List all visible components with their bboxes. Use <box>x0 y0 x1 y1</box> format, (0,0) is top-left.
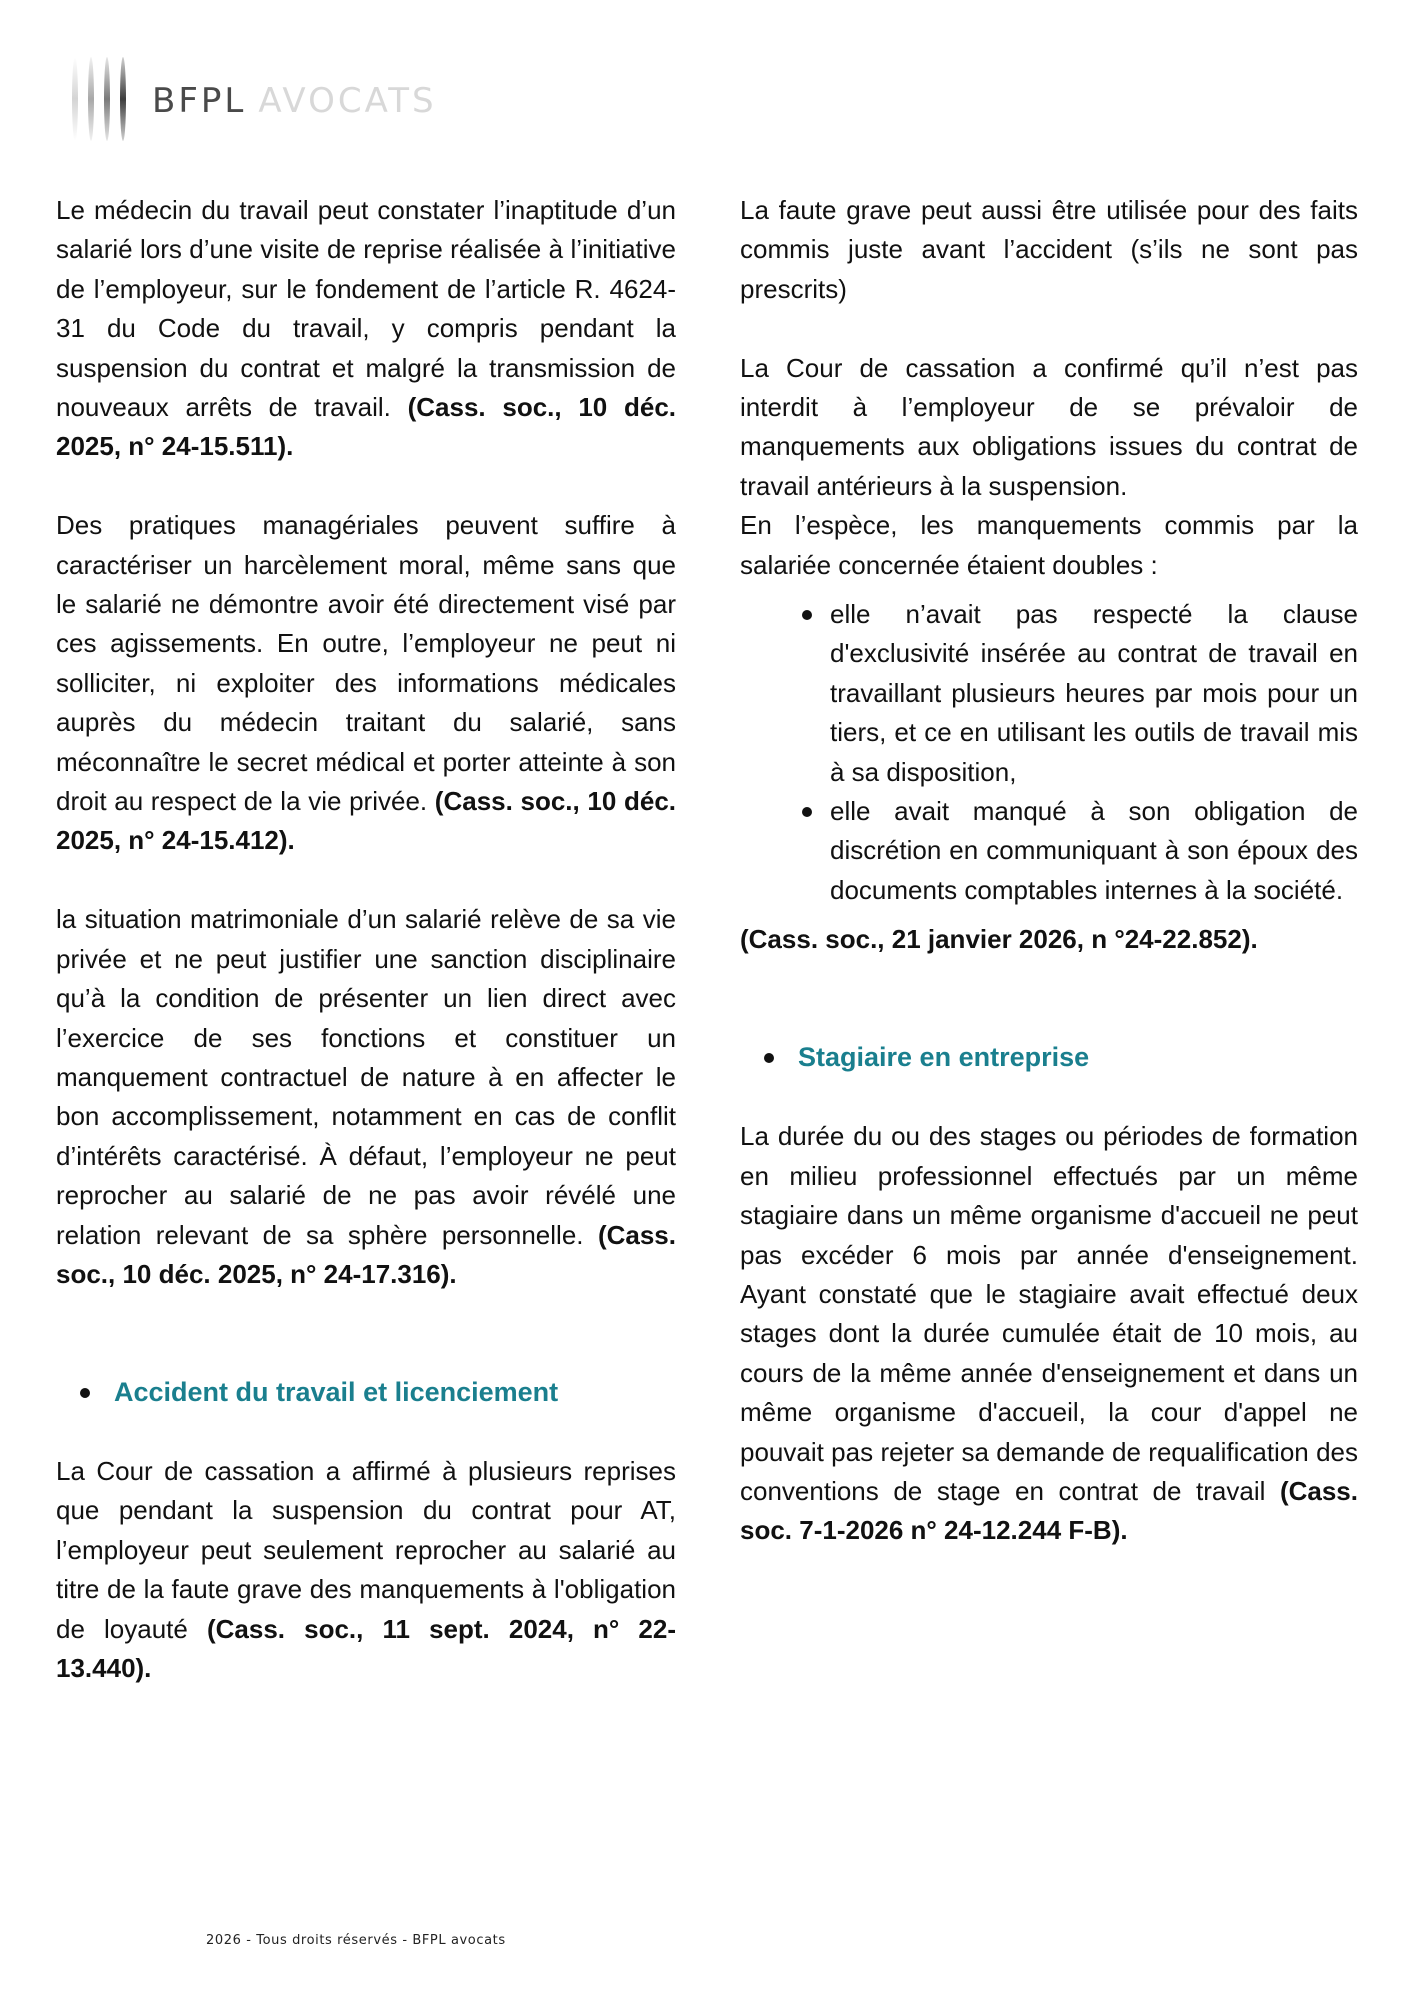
spacer <box>56 1413 676 1452</box>
logo-brand: BFPL <box>152 81 247 121</box>
paragraph-espece: En l’espèce, les manquements commis par la salariée concernée étaient doubles : <box>740 510 1358 580</box>
spacer <box>56 1334 676 1373</box>
case-citation: (Cass. soc., 10 déc. 2025, n° 24-15.511). <box>56 392 676 462</box>
case-citation: (Cass. soc., 10 déc. 2025, n° 24-15.412). <box>56 786 676 856</box>
paragraph-text: Des pratiques managériales peuvent suffire à caractériser un harcèlement moral, même sans que le salarié ne démontre avoir été directement visé par ces agissements. En outre, l’employeur ne peut ni solliciter, ni exploiter des informations médicales auprès du médecin traitant du salarié, sans méconnaître le secret médical et porter atteinte à son droit au respect de la vie privée. <box>56 510 676 817</box>
paragraph-faute-grave: La faute grave peut aussi être utilisée pour des faits commis juste avant l’accident (s’ils ne sont pas prescrits) <box>740 195 1358 304</box>
paragraph-suspension-at <box>56 1452 676 1688</box>
spacer <box>740 960 1358 999</box>
spacer <box>56 861 676 900</box>
section-heading-text: Accident du travail et licenciement <box>114 1377 559 1408</box>
paragraph-vie-privee <box>56 900 676 1294</box>
spacer <box>740 309 1358 348</box>
bullet-icon <box>80 1388 90 1398</box>
paragraph-confirmation: La Cour de cassation a confirmé qu’il n’est pas interdit à l’employeur de se prévaloir de manquements aux obligations issues du contrat de travail antérieurs à la suspension. <box>740 352 1358 501</box>
right-column <box>740 191 1358 1551</box>
bullet-icon <box>802 807 812 817</box>
paragraph-text: La durée du ou des stages ou périodes de formation en milieu professionnel effectués par un même stagiaire dans un même organisme d'accueil ne peut pas excéder 6 mois par année d'enseignement. Ayant constaté que le stagiaire avait effectué deux stages dont la durée cumulée était de 10 mois, au cours de la même année d'enseignement et dans un même organisme d'accueil, la cour d'appel ne pouvait pas rejeter sa demande de requalification des conventions de stage en contrat de travail <box>740 1121 1358 1506</box>
left-column <box>56 191 676 1688</box>
paragraph-harcelement <box>56 506 676 861</box>
bullet-icon <box>764 1053 774 1063</box>
case-citation: (Cass. soc., 10 déc. 2025, n° 24-17.316). <box>56 1219 676 1289</box>
paragraph-text: La Cour de cassation a affirmé à plusieurs reprises que pendant la suspension du contrat pour AT, l’employeur peut seulement reprocher au salarié au titre de la faute grave des manquements à l'obligation de loyauté <box>56 1455 676 1644</box>
manquements-list <box>740 595 1358 910</box>
section-heading-stagiaire <box>740 1038 1358 1077</box>
spacer <box>740 1078 1358 1117</box>
section-heading-accident-travail <box>56 1373 676 1412</box>
case-citation: (Cass. soc., 11 sept. 2024, n° 22-13.440). <box>56 1613 676 1683</box>
list-item <box>830 792 1358 910</box>
spacer <box>740 999 1358 1038</box>
spacer <box>56 467 676 506</box>
logo-bar <box>104 57 110 141</box>
case-citation: (Cass. soc., 21 janvier 2026, n °24-22.852). <box>740 924 1258 955</box>
list-item-text: elle n’avait pas respecté la clause d'exclusivité insérée au contrat de travail en travaillant plusieurs heures par mois pour un tiers, et ce en utilisant les outils de travail mis à sa disposition, <box>830 599 1358 787</box>
logo-bar <box>72 57 78 141</box>
paragraph-stage-duree <box>740 1117 1358 1550</box>
footer-copyright: 2026 - Tous droits réservés - BFPL avocats <box>206 1933 506 1948</box>
logo-bar <box>88 57 94 141</box>
section-heading-text: Stagiaire en entreprise <box>798 1042 1090 1073</box>
bullet-icon <box>802 610 812 620</box>
logo-mark-icon <box>72 56 126 142</box>
paragraph-inaptitude <box>56 191 676 467</box>
paragraph-text: la situation matrimoniale d’un salarié relève de sa vie privée et ne peut justifier une sanction disciplinaire qu’à la condition de présenter un lien direct avec l’exercice de ses fonctions et constituer un manquement contractuel de nature à en affecter le bon accomplissement, notamment en cas de conflit d’intérêts caractérisé. À défaut, l’employeur ne peut reprocher au salarié de ne pas avoir révélé une relation relevant de sa sphère personnelle. <box>56 904 676 1250</box>
list-item-text: elle avait manqué à son obligation de discrétion en communiquant à son époux des documents comptables internes à la société. <box>830 796 1358 905</box>
list-item <box>830 595 1358 792</box>
paragraph-text: Le médecin du travail peut constater l’inaptitude d’un salarié lors d’une visite de reprise réalisée à l’initiative de l’employeur, sur le fondement de l’article R. 4624-31 du Code du travail, y compris pendant la suspension du contrat et malgré la transmission de nouveaux arrêts de travail. <box>56 195 676 423</box>
bfpl-logo <box>72 54 437 144</box>
logo-wordmark <box>152 81 437 121</box>
logo-bar <box>120 57 126 141</box>
case-citation: (Cass. soc. 7-1-2026 n° 24-12.244 F-B). <box>740 1475 1358 1546</box>
logo-subtitle: AVOCATS <box>258 81 437 121</box>
spacer <box>56 1294 676 1333</box>
